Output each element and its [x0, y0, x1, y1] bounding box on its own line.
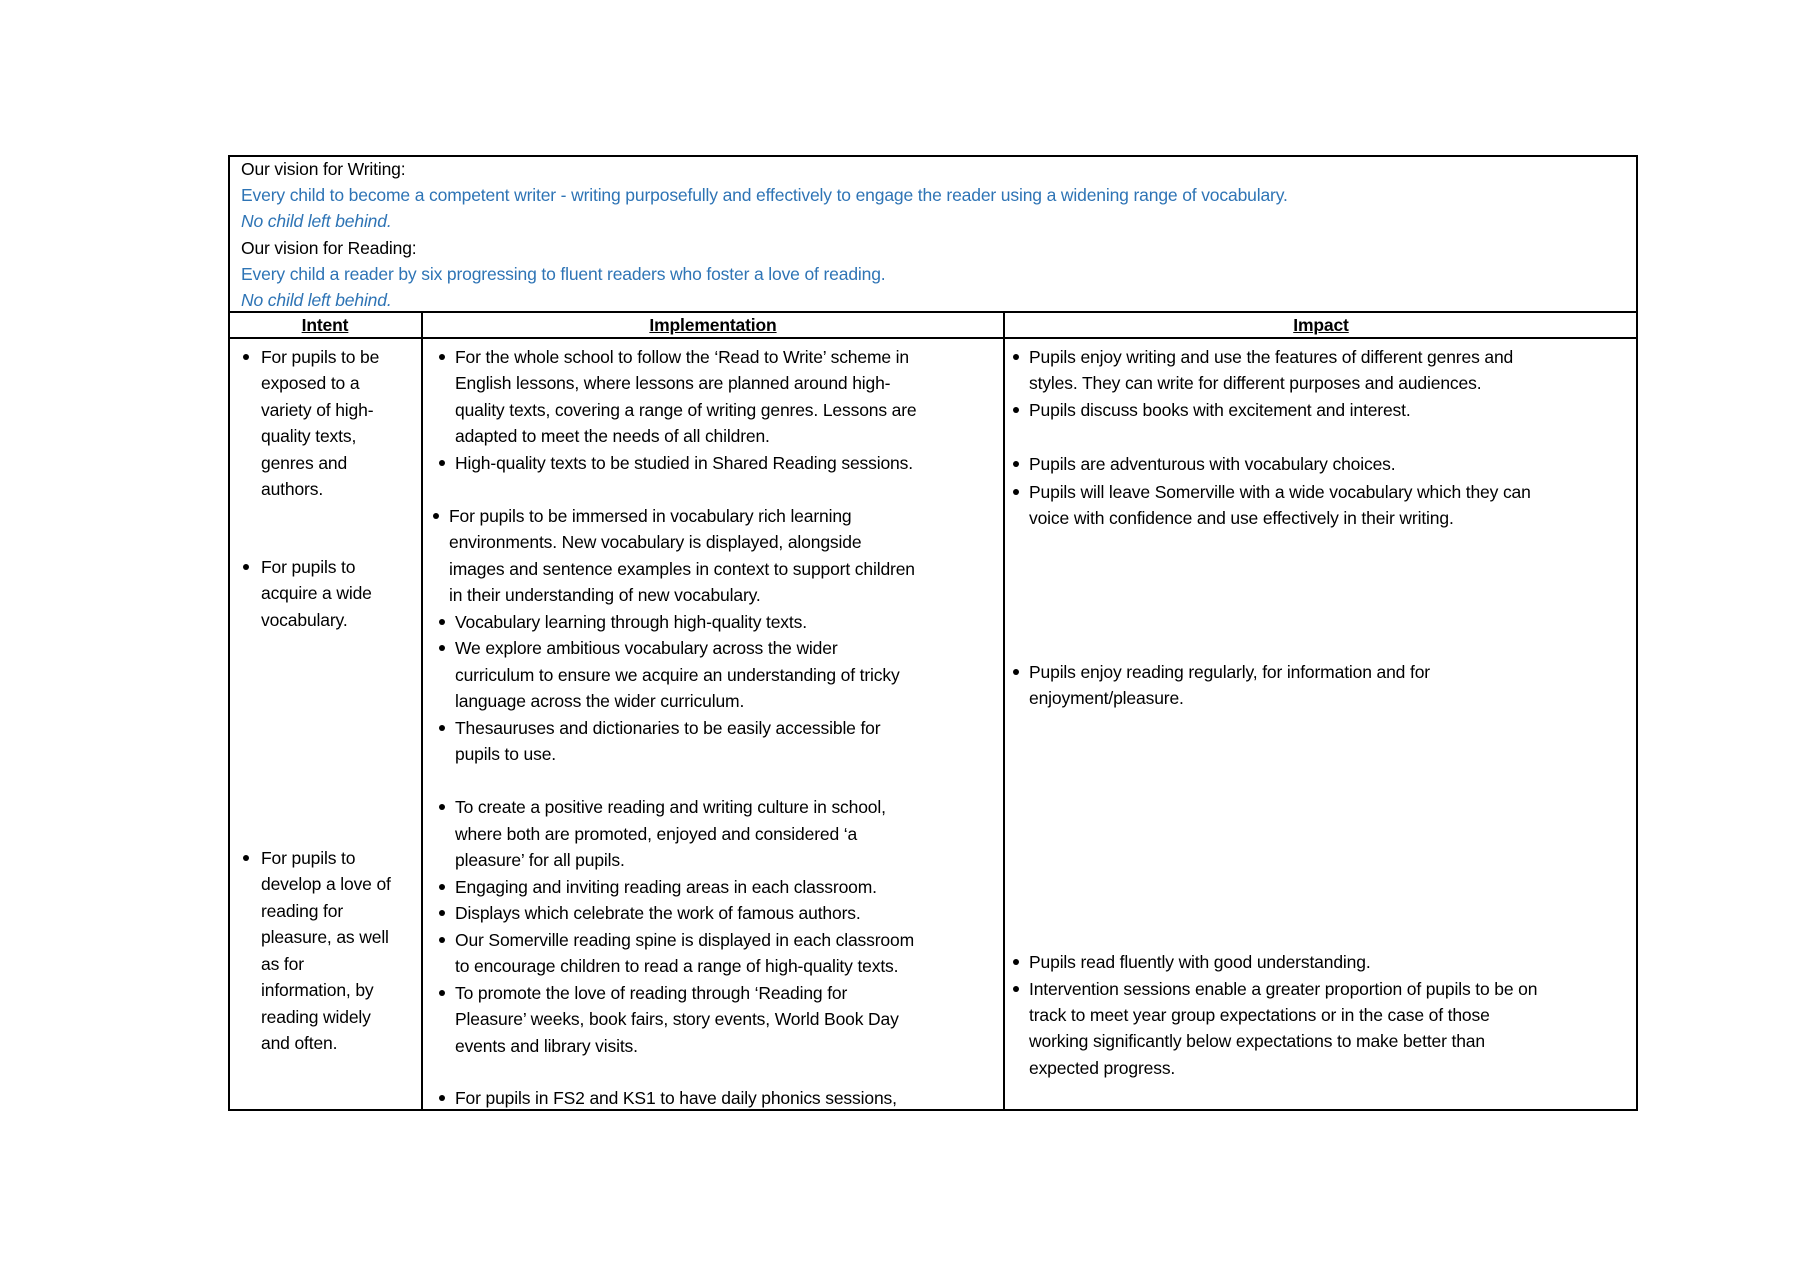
bullet-icon [1013, 407, 1019, 413]
bullet-icon [439, 725, 445, 731]
bullet-icon [1013, 354, 1019, 360]
reading-vision-label: Our vision for Reading: [241, 238, 417, 258]
bullet-icon [1013, 461, 1019, 467]
column-header-implementation: Implementation [649, 315, 777, 335]
bullet-icon [439, 354, 445, 360]
bullet-icon [439, 884, 445, 890]
bullet-icon [439, 937, 445, 943]
document-page: Our vision for Writing: Every child to become a competent writer - writing purposefully and effectively to engage the reader using a widening range of vocabulary. No child left behind. Our vision for Reading: Every child a reader by six progressing to fluent readers who foster a love of reading. No child left behind. Intent Implementation Impact For pupils to be exposed to a variety of high- quality texts, genres and authors. For pupils to acquire a wide vocabulary. For pupils to develop a love of reading for pleasure, as well as for information, by reading widely and often. For the whole school to follow the ‘Read to Write’ scheme in English lessons, where lessons are planned around high- quality texts, covering a range of writing genres. Lessons are adapted to meet the needs of all children. High-quality texts to be studied in Shared Reading sessions. For pupils to be immersed in vocabulary rich learning environments. New vocabulary is displayed, alongside images and sentence examples in context to support children in their understanding of new vocabulary. Vocabulary learning through high-quality texts. We explore ambitious vocabulary across the wider curriculum to ensure we acquire an understanding of tricky language across the wider curriculum. Thesauruses and dictionaries to be easily accessible for pupils to use. To create a positive reading and writing culture in school, where both are promoted, enjoyed and considered ‘a pleasure’ for all pupils. Engaging and inviting reading areas in each classroom. Displays which celebrate the work of famous authors. Our Somerville reading spine is displayed in each classroom to encourage children to read a range of high-quality texts. To promote the love of reading through ‘Reading for Pleasure’ weeks, book fairs, story events, World Book Day events and library visits. For pupils in FS2 and KS1 to have daily phonics sessions, Pupils enjoy writing and use the features of different genres and styles. They can write for different purposes and audiences. Pupils discuss books with excitement and interest. Pupils are adventurous with vocabulary choices. Pupils will leave Somerville with a wide vocabulary which they can voice with confidence and use effectively in their writing. Pupils enjoy reading regularly, for information and for enjoyment/pleasure. Pupils read fluently with good understanding. Intervention sessions enable a greater proportion of pupils to be on track to meet year group expectations or in the case of those working significantly below expectations to make better than expected progress. [0, 0, 1800, 1273]
column-header-intent: Intent [301, 315, 349, 335]
column-header-impact: Impact [1293, 315, 1349, 335]
bullet-icon [439, 804, 445, 810]
reading-vision-statement: Every child a reader by six progressing to fluent readers who foster a love of reading. [241, 264, 886, 284]
bullet-icon [439, 619, 445, 625]
bullet-icon [439, 990, 445, 996]
writing-vision-tagline: No child left behind. [241, 211, 392, 231]
bullet-icon [1013, 959, 1019, 965]
bullet-icon [439, 645, 445, 651]
bullet-icon [439, 910, 445, 916]
bullet-icon [433, 513, 439, 519]
implementation-column: For the whole school to follow the ‘Read to Write’ scheme in English lessons, where lessons are planned around high- quality texts, covering a range of writing genres. Lessons are adapted to meet the needs of all children. High-quality texts to be studied in Shared Reading sessions. For pupils to be immersed in vocabulary rich learning environments. New vocabulary is displayed, alongside images and sentence examples in context to support children in their understanding of new vocabulary. Vocabulary learning through high-quality texts. We explore ambitious vocabulary across the wider curriculum to ensure we acquire an understanding of tricky language across the wider curriculum. Thesauruses and dictionaries to be easily accessible for pupils to use. To create a positive reading and writing culture in school, where both are promoted, enjoyed and considered ‘a pleasure’ for all pupils. Engaging and inviting reading areas in each classroom. Displays which celebrate the work of famous authors. Our Somerville reading spine is displayed in each classroom to encourage children to read a range of high-quality texts. To promote the love of reading through ‘Reading for Pleasure’ weeks, book fairs, story events, World Book Day events and library visits. For pupils in FS2 and KS1 to have daily phonics sessions, [0, 0, 1800, 1111]
reading-vision-tagline: No child left behind. [241, 290, 392, 310]
bullet-icon [1013, 986, 1019, 992]
writing-vision-label: Our vision for Writing: [241, 159, 406, 179]
bullet-icon [1013, 489, 1019, 495]
bullet-icon [439, 1095, 445, 1101]
bullet-icon [1013, 669, 1019, 675]
bullet-icon [439, 460, 445, 466]
writing-vision-statement: Every child to become a competent writer - writing purposefully and effectively to engage the reader using a widening range of vocabulary. [241, 185, 1288, 205]
